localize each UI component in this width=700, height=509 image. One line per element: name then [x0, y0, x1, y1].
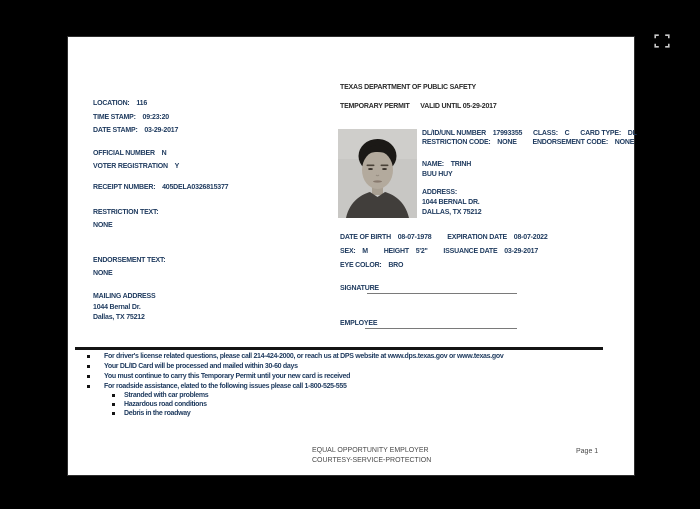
section-divider	[75, 347, 603, 350]
employee-label: EMPLOYEE	[340, 320, 378, 327]
eye-color-line: EYE COLOR: BRO	[340, 262, 404, 269]
signature-line	[367, 293, 517, 294]
bullet-icon	[87, 355, 90, 358]
document-page	[68, 37, 637, 475]
note-text: You must continue to carry this Temporary Permit until your new card is received	[104, 373, 351, 380]
name-line2: BUU HUY	[422, 171, 453, 178]
name-line: NAME: TRINH	[422, 161, 472, 168]
official-number-line: OFFICIAL NUMBER N	[93, 150, 167, 157]
footer-line2: COURTESY-SERVICE-PROTECTION	[312, 457, 432, 464]
page-number: Page 1	[576, 448, 599, 455]
mailing-address-line2: Dallas, TX 75212	[93, 314, 145, 321]
dob-line: DATE OF BIRTH 08-07-1978 EXPIRATION DATE 08-07-2022	[340, 234, 548, 241]
address-line1: 1044 BERNAL DR.	[422, 199, 480, 206]
employee-line	[365, 328, 517, 329]
bullet-icon	[87, 375, 90, 378]
bullet-icon	[87, 385, 90, 388]
location-line: LOCATION: 116	[93, 100, 148, 107]
footer-line1: EQUAL OPPORTUNITY EMPLOYER	[312, 447, 429, 454]
mailing-address-label: MAILING ADDRESS	[93, 293, 156, 300]
signature-label: SIGNATURE	[340, 285, 379, 292]
receipt-number-line: RECEIPT NUMBER: 405DELA0326815377	[93, 184, 229, 191]
bullet-icon	[112, 403, 115, 406]
bullet-icon	[87, 365, 90, 368]
mailing-address-line1: 1044 Bernal Dr.	[93, 304, 141, 311]
bullet-icon	[112, 412, 115, 415]
note-row	[87, 383, 347, 390]
sub-note-text: Debris in the roadway	[124, 410, 191, 417]
permit-title: TEMPORARY PERMIT VALID UNTIL 05-29-2017	[340, 103, 497, 110]
sex-height-line: SEX: M HEIGHT 5'2" ISSUANCE DATE 03-29-2017	[340, 248, 539, 255]
sub-note-text: Stranded with car problems	[124, 392, 209, 399]
fullscreen-icon[interactable]	[653, 33, 671, 49]
endorsement-text-label: ENDORSEMENT TEXT:	[93, 257, 166, 264]
endorsement-text-value: NONE	[93, 270, 113, 277]
time-stamp-line: TIME STAMP: 09:23:20	[93, 114, 169, 121]
bullet-icon	[112, 394, 115, 397]
note-row	[87, 353, 503, 360]
note-text: For roadside assistance, elated to the following issues please call 1-800-525-555	[104, 383, 347, 390]
restriction-text-value: NONE	[93, 222, 113, 229]
sub-note-row	[112, 392, 208, 399]
note-text: Your DL/ID Card will be processed and mailed within 30-60 days	[104, 363, 298, 370]
note-row	[87, 373, 350, 380]
address-label: ADDRESS:	[422, 189, 457, 196]
note-row	[87, 363, 298, 370]
portrait-photo	[338, 129, 417, 218]
sub-note-row	[112, 401, 207, 408]
sub-note-text: Hazardous road conditions	[124, 401, 207, 408]
sub-note-row	[112, 410, 190, 417]
dl-number-line: DL/ID/UNL NUMBER 17993355 CLASS: C CARD TYPE: DL	[422, 130, 637, 137]
voter-registration-line: VOTER REGISTRATION Y	[93, 163, 180, 170]
codes-line: RESTRICTION CODE: NONE ENDORSEMENT CODE: NONE	[422, 139, 635, 146]
date-stamp-line: DATE STAMP: 03-29-2017	[93, 127, 179, 134]
note-text: For driver's license related questions, please call 214-424-2000, or reach us at DPS website at www.dps.texas.gov or www.texas.gov	[104, 353, 504, 360]
address-line2: DALLAS, TX 75212	[422, 209, 482, 216]
restriction-text-label: RESTRICTION TEXT:	[93, 209, 159, 216]
agency-title: TEXAS DEPARTMENT OF PUBLIC SAFETY	[340, 84, 476, 91]
